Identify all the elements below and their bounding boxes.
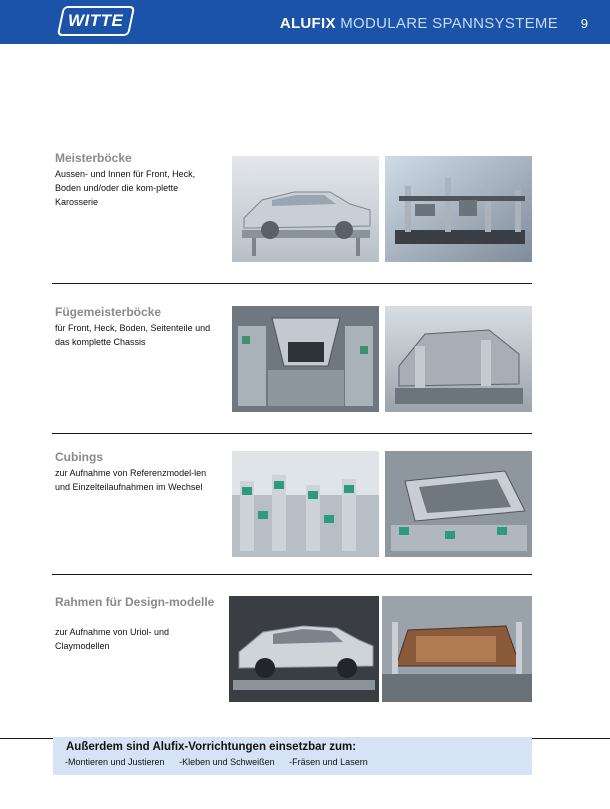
- section-title: Meisterböcke: [55, 151, 132, 165]
- photo-design-model-frame: [229, 596, 379, 702]
- footer-title: Außerdem sind Alufix-Vorrichtungen einsetzbar zum:: [66, 741, 357, 753]
- footer-items: [65, 757, 380, 767]
- section-divider: [52, 574, 532, 575]
- section-divider: [52, 283, 532, 284]
- footer-item: -Fräsen und Lasern: [289, 757, 368, 767]
- witte-logo: [57, 6, 135, 36]
- photo-cubing-modules: [232, 451, 379, 557]
- photo-joining-fixture-chassis: [385, 306, 532, 412]
- photo-joining-fixture-front: [232, 306, 379, 412]
- footer-info-box: [53, 737, 532, 775]
- section-description: zur Aufnahme von Uriol- und Claymodellen: [55, 627, 170, 651]
- section-divider: [52, 433, 532, 434]
- photo-car-body-fixture: [232, 156, 379, 262]
- page-header: [0, 0, 610, 44]
- page-number: 9: [580, 16, 588, 31]
- logo-text: WITTE: [68, 11, 124, 30]
- section-description: zur Aufnahme von Referenzmodel-len und Einzelteilaufnahmen im Wechsel: [55, 468, 207, 492]
- header-title-brand: ALUFIX: [279, 15, 336, 32]
- header-title-rest: MODULARE SPANNSYSTEME: [340, 15, 558, 32]
- section-description: Aussen- und Innen für Front, Heck, Boden und/oder die kom-plette Karosserie: [55, 169, 196, 207]
- section-description: für Front, Heck, Boden, Seitenteile und das komplette Chassis: [55, 323, 211, 347]
- header-title: [280, 15, 558, 32]
- footer-item: -Montieren und Justieren: [65, 757, 165, 767]
- photo-clay-model-frame: [382, 596, 532, 702]
- section-title: Rahmen für Design-modelle: [55, 595, 215, 609]
- photo-cubing-reference-model: [385, 451, 532, 557]
- section-title: Fügemeisterböcke: [55, 305, 162, 319]
- footer-item: -Kleben und Schweißen: [179, 757, 275, 767]
- photo-fixture-frame: [385, 156, 532, 262]
- section-title: Cubings: [55, 450, 103, 464]
